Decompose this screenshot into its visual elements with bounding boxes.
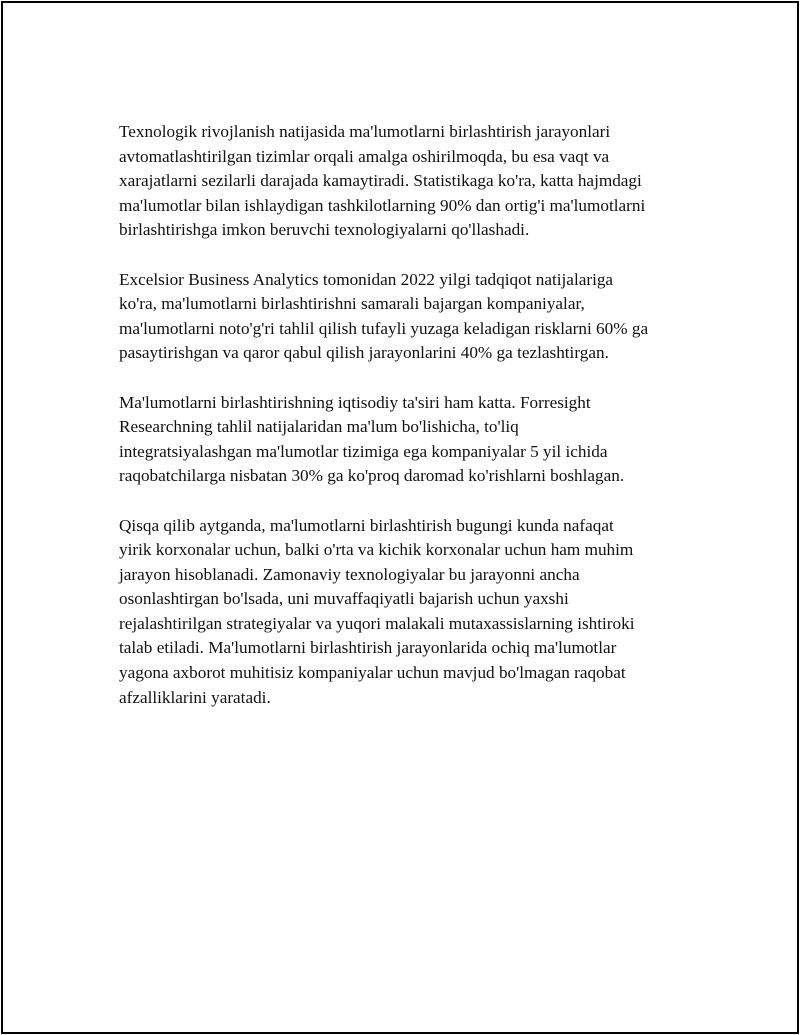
paragraph-2: Excelsior Business Analytics tomonidan 2022 yilgi tadqiqot natijalariga ko'ra, ma'lumotlarni birlashtirishni samarali bajargan kompaniyalar, ma'lumotlarni noto'g'ri tahlil qilish tufayli yuzaga keladigan risklarni 60% ga pasaytirishgan va qaror qabul qilish jarayonlarini 40% ga tezlashtirgan. bbox=[119, 269, 649, 363]
paragraph-3: Ma'lumotlarni birlashtirishning iqtisodiy ta'siri ham katta. Forresight Researchning tahlil natijalaridan ma'lum bo'lishicha, to'liq integratsiyalashgan ma'lumotlar tizimiga ega kompaniyalar 5 yil ichida raqobatchilarga nisbatan 30% ga ko'proq daromad ko'rishlarni boshlagan. bbox=[119, 392, 625, 486]
document-body bbox=[119, 120, 694, 735]
document-page bbox=[1, 1, 799, 1034]
paragraph-4: Qisqa qilib aytganda, ma'lumotlarni birlashtirish bugungi kunda nafaqat yirik korxonalar uchun, balki o'rta va kichik korxonalar uchun ham muhim jarayon hisoblanadi. Zamonaviy texnologiyalar bu jarayonni ancha osonlashtirgan bo'lsada, uni muvaffaqiyatli bajarish uchun yaxshi rejalashtirilgan strategiyalar va yuqori malakali mutaxassislarning ishtiroki talab etiladi. Ma'lumotlarni birlashtirish jarayonlarida ochiq ma'lumotlar yagona axborot muhitisiz kompaniyalar uchun mavjud bo'lmagan raqobat afzalliklarini yaratadi. bbox=[119, 515, 635, 707]
paragraph-1: Texnologik rivojlanish natijasida ma'lumotlarni birlashtirish jarayonlari avtomatlashtirilgan tizimlar orqali amalga oshirilmoqda, bu esa vaqt va xarajatlarni sezilarli darajada kamaytiradi. Statistikaga ko'ra, katta hajmdagi ma'lumotlar bilan ishlaydigan tashkilotlarning 90% dan ortig'i ma'lumotlarni birlashtirishga imkon beruvchi texnologiyalarni qo'llashadi. bbox=[119, 122, 646, 240]
